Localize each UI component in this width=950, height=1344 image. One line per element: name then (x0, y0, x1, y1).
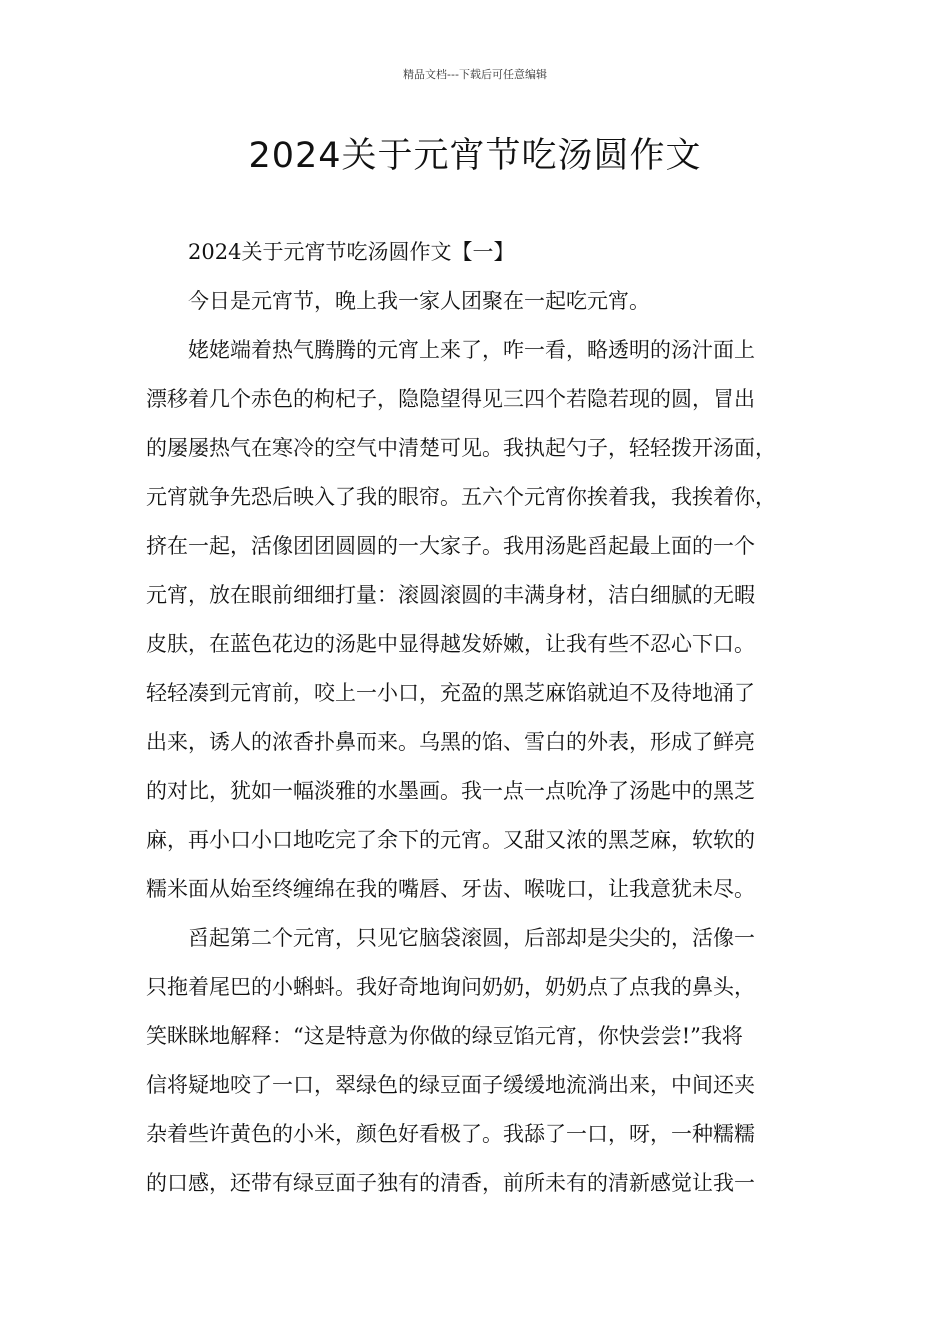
header-note: 精品文档---下载后可任意编辑 (403, 68, 547, 81)
text-line: 杂着些许黄色的小米，颜色好看极了。我舔了一口，呀，一种糯糯 (146, 1122, 755, 1146)
text-line: 麻，再小口小口地吃完了余下的元宵。又甜又浓的黑芝麻，软软的 (146, 828, 755, 852)
text-line: 舀起第二个元宵，只见它脑袋滚圆，后部却是尖尖的，活像一 (188, 926, 755, 950)
text-line: 轻轻凑到元宵前，咬上一小口，充盈的黑芝麻馅就迫不及待地涌了 (146, 681, 755, 705)
text-line: 笑眯眯地解释：“这是特意为你做的绿豆馅元宵，你快尝尝!”我将 (146, 1024, 743, 1048)
text-line: 的对比，犹如一幅淡雅的水墨画。我一点一点吮净了汤匙中的黑芝 (146, 779, 755, 803)
text-line: 2024关于元宵节吃汤圆作文【一】 (188, 240, 515, 264)
text-line: 信将疑地咬了一口，翠绿色的绿豆面子缓缓地流淌出来，中间还夹 (146, 1073, 755, 1097)
document-title: 2024关于元宵节吃汤圆作文 (248, 136, 702, 176)
text-line: 皮肤，在蓝色花边的汤匙中显得越发娇嫩，让我有些不忍心下口。 (146, 632, 755, 656)
text-line: 元宵，放在眼前细细打量：滚圆滚圆的丰满身材，洁白细腻的无暇 (146, 583, 755, 607)
text-line: 漂移着几个赤色的枸杞子，隐隐望得见三四个若隐若现的圆，冒出 (146, 387, 755, 411)
text-line: 今日是元宵节，晚上我一家人团聚在一起吃元宵。 (188, 289, 650, 313)
text-line: 挤在一起，活像团团圆圆的一大家子。我用汤匙舀起最上面的一个 (146, 534, 755, 558)
text-line: 姥姥端着热气腾腾的元宵上来了，咋一看，略透明的汤汁面上 (188, 338, 755, 362)
text-line: 的屡屡热气在寒冷的空气中清楚可见。我执起勺子，轻轻拨开汤面， (146, 436, 776, 460)
text-line: 元宵就争先恐后映入了我的眼帘。五六个元宵你挨着我，我挨着你， (146, 485, 776, 509)
text-line: 的口感，还带有绿豆面子独有的清香，前所未有的清新感觉让我一 (146, 1171, 755, 1195)
text-line: 出来，诱人的浓香扑鼻而来。乌黑的馅、雪白的外表，形成了鲜亮 (146, 730, 755, 754)
text-line: 糯米面从始至终缠绵在我的嘴唇、牙齿、喉咙口，让我意犹未尽。 (146, 877, 755, 901)
document-body (146, 228, 811, 1208)
text-line: 只拖着尾巴的小蝌蚪。我好奇地询问奶奶，奶奶点了点我的鼻头， (146, 975, 755, 999)
